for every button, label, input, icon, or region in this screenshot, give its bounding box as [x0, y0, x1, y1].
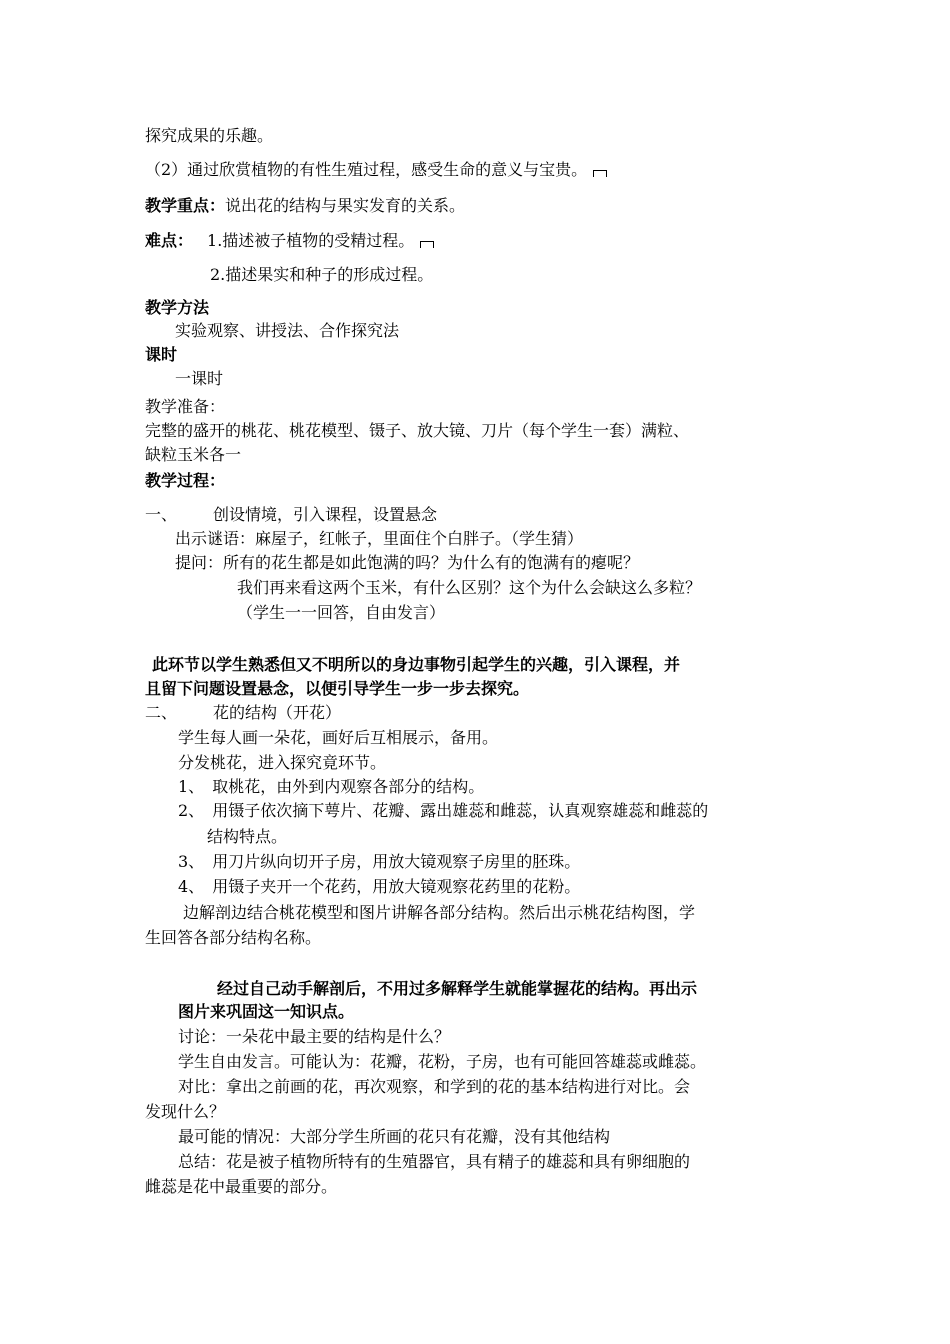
text-line: 探究成果的乐趣。 — [145, 126, 274, 145]
step-number: 二、 — [145, 703, 178, 722]
list-text: 用镊子依次摘下萼片、花瓣、露出雄蕊和雌蕊，认真观察雄蕊和雌蕊的 — [212, 801, 709, 820]
list-text-continued: 结构特点。 — [207, 827, 288, 846]
list-item — [178, 776, 484, 798]
text-line: 雌蕊是花中最重要的部分。 — [145, 1177, 338, 1196]
list-text: 用镊子夹开一个花药，用放大镜观察花药里的花粉。 — [212, 877, 581, 896]
section-heading: 教学过程： — [145, 471, 226, 490]
note-text: 经过自己动手解剖后，不用过多解释学生就能掌握花的结构。再出示 — [217, 979, 698, 998]
text-line: 一课时 — [175, 369, 224, 388]
text-line: 学生自由发言。可能认为：花瓣，花粉，子房，也有可能回答雄蕊或雌蕊。 — [178, 1052, 707, 1071]
difficulty-line-2: 2.描述果实和种子的形成过程。 — [210, 265, 434, 284]
text-line: 完整的盛开的桃花、桃花模型、镊子、放大镜、刀片（每个学生一套）满粒、 — [145, 421, 690, 440]
text-line: 实验观察、讲授法、合作探究法 — [175, 321, 400, 340]
key-point-label: 教学重点： — [145, 196, 226, 215]
note-text: 且留下问题设置悬念，以便引导学生一步一步去探究。 — [145, 679, 530, 698]
edit-mark-icon — [593, 170, 607, 177]
list-item — [178, 800, 708, 822]
text-line: 缺粒玉米各一 — [145, 445, 242, 464]
text-line: 对比：拿出之前画的花，再次观察，和学到的花的基本结构进行对比。会 — [178, 1077, 691, 1096]
difficulty-text: 1.描述被子植物的受精过程。 — [207, 231, 415, 250]
list-text: 取桃花，由外到内观察各部分的结构。 — [212, 777, 485, 796]
text-line — [145, 159, 607, 181]
text-line: 教学准备： — [145, 397, 226, 416]
text-line: 提问：所有的花生都是如此饱满的吗？为什么有的饱满有的瘪呢？ — [175, 553, 640, 572]
list-item — [178, 876, 580, 898]
text-line: 总结：花是被子植物所特有的生殖器官，具有精子的雄蕊和具有卵细胞的 — [178, 1152, 691, 1171]
step-heading — [145, 504, 437, 526]
list-number: 1、 — [178, 777, 205, 796]
text-line: （学生一一回答，自由发言） — [237, 603, 446, 622]
difficulty-line — [145, 230, 434, 252]
text-line: 我们再来看这两个玉米，有什么区别？这个为什么会缺这么多粒？ — [237, 578, 702, 597]
key-point-text: 说出花的结构与果实发育的关系。 — [225, 196, 466, 215]
objective-text: （2）通过欣赏植物的有性生殖过程，感受生命的意义与宝贵。 — [145, 160, 588, 179]
list-text: 用刀片纵向切开子房，用放大镜观察子房里的胚珠。 — [212, 852, 581, 871]
key-point-line — [145, 195, 465, 217]
note-text: 图片来巩固这一知识点。 — [178, 1002, 355, 1021]
text-line: 学生每人画一朵花，画好后互相展示，备用。 — [178, 728, 499, 747]
step-text: 创设情境，引入课程，设置悬念 — [213, 505, 438, 524]
text-line: 出示谜语：麻屋子，红帐子，里面住个白胖子。（学生猜） — [175, 529, 584, 548]
section-heading: 课时 — [145, 345, 178, 364]
step-heading — [145, 702, 341, 724]
list-number: 3、 — [178, 852, 205, 871]
text-line: 分发桃花，进入探究竟环节。 — [178, 753, 387, 772]
edit-mark-icon — [420, 241, 434, 248]
step-number: 一、 — [145, 505, 178, 524]
list-item — [178, 851, 580, 873]
list-number: 2、 — [178, 801, 205, 820]
text-line: 讨论：一朵花中最主要的结构是什么？ — [178, 1027, 451, 1046]
difficulty-label: 难点： — [145, 231, 194, 250]
text-line: 发现什么？ — [145, 1102, 226, 1121]
text-line: 最可能的情况：大部分学生所画的花只有花瓣，没有其他结构 — [178, 1127, 611, 1146]
list-number: 4、 — [178, 877, 205, 896]
text-line: 边解剖边结合桃花模型和图片讲解各部分结构。然后出示桃花结构图，学 — [183, 903, 696, 922]
note-text: 此环节以学生熟悉但又不明所以的身边事物引起学生的兴趣，引入课程，并 — [152, 655, 681, 674]
step-text: 花的结构（开花） — [213, 703, 342, 722]
section-heading: 教学方法 — [145, 298, 210, 317]
text-line: 生回答各部分结构名称。 — [145, 928, 322, 947]
